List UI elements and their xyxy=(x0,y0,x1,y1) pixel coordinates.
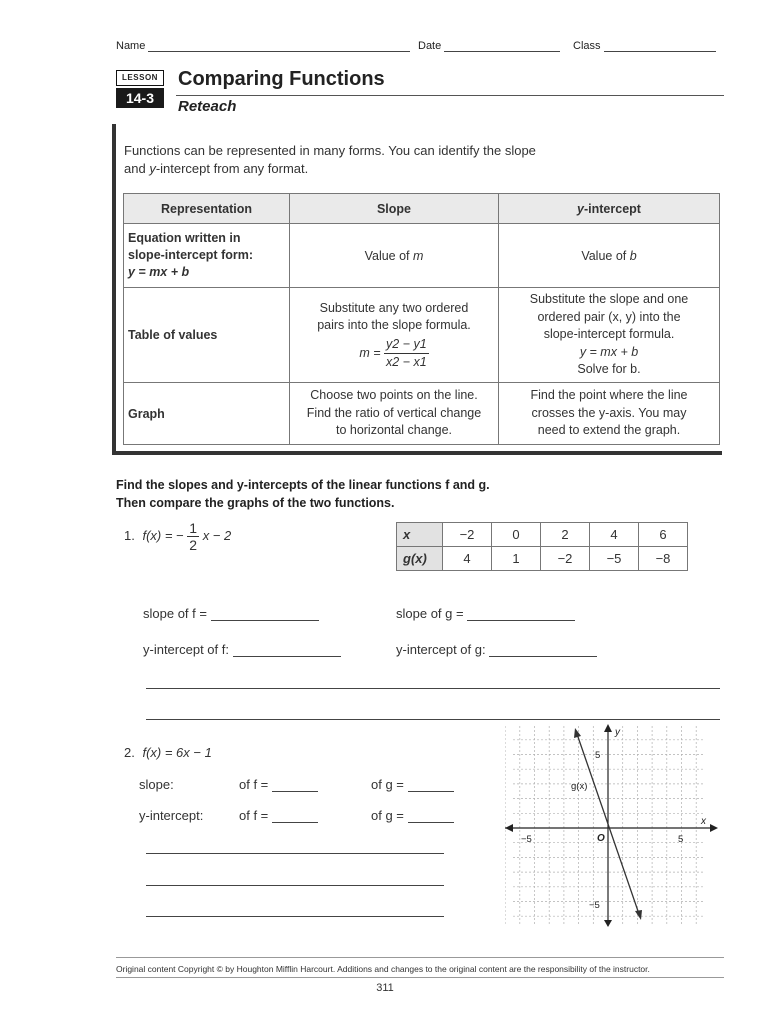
problem2-slope-label: slope: xyxy=(139,777,174,792)
page-number: 311 xyxy=(376,982,394,994)
problem1-tail: x − 2 xyxy=(202,527,232,543)
instructions-line1: Find the slopes and y-intercepts of the linear functions f and g. xyxy=(116,478,490,492)
row2-yint xyxy=(499,288,720,383)
row1-slope xyxy=(290,224,499,288)
p2-slope-of-f: of f = xyxy=(239,777,269,792)
yint-g-label: y-intercept of g: xyxy=(396,642,486,657)
row2-slope-line1: Substitute any two ordered xyxy=(319,300,469,315)
y-tick-neg5: −5 xyxy=(589,900,600,911)
problem1-frac-num: 1 xyxy=(189,520,198,536)
row1-representation xyxy=(124,224,290,288)
x-axis-arrow-right xyxy=(710,824,718,832)
header-y-rest: -intercept xyxy=(584,201,641,216)
instructions-line2: Then compare the graphs of the two functions. xyxy=(116,496,395,510)
problem2-number: 2. xyxy=(124,745,135,760)
slope-f-blank[interactable] xyxy=(211,608,319,621)
name-field xyxy=(116,40,410,52)
origin-label: O xyxy=(597,833,605,844)
y-axis-label: y xyxy=(615,727,620,738)
yint-g-blank[interactable] xyxy=(489,644,597,657)
y-tick-5: 5 xyxy=(595,750,601,761)
date-field xyxy=(418,40,560,52)
header-y-intercept xyxy=(499,194,720,224)
problem2-slope-f xyxy=(239,777,318,792)
row3-representation: Graph xyxy=(124,383,290,445)
y-axis-arrow-down xyxy=(604,920,612,927)
intro-line2-y: y xyxy=(149,161,156,176)
answer-line[interactable] xyxy=(146,853,444,854)
x-axis-label: x xyxy=(701,816,706,827)
gx-g-cell: −2 xyxy=(541,547,590,571)
page-title: Comparing Functions xyxy=(178,68,385,90)
gx-x-cell: 4 xyxy=(590,523,639,547)
row2-slope xyxy=(290,288,499,383)
intro-line2-pre: and xyxy=(124,161,150,176)
header-slope: Slope xyxy=(290,194,499,224)
x-tick-5: 5 xyxy=(678,834,684,845)
gx-g-cell: −8 xyxy=(639,547,688,571)
intro-text xyxy=(124,142,714,178)
page-subtitle: Reteach xyxy=(178,98,237,115)
problem2-fx: f(x) = 6x − 1 xyxy=(142,745,212,760)
box-bottom-border xyxy=(112,451,722,455)
row1-slope-var: m xyxy=(413,248,424,263)
row1-yint-pre: Value of xyxy=(581,248,630,263)
gx-x-label: x xyxy=(397,523,443,547)
table-header-row xyxy=(124,194,720,224)
row3-yint-line1: Find the point where the line xyxy=(530,388,688,403)
date-blank[interactable] xyxy=(444,41,560,52)
problem1-fx: f(x) = − xyxy=(142,527,184,543)
gx-x-cell: 2 xyxy=(541,523,590,547)
answer-line[interactable] xyxy=(146,885,444,886)
p2-slope-f-blank[interactable] xyxy=(272,779,318,792)
gx-g-cell: 1 xyxy=(492,547,541,571)
problem2-yint-label: y-intercept: xyxy=(139,808,204,823)
date-label: Date xyxy=(418,40,442,52)
problem1-equation xyxy=(124,520,231,553)
intro-line-1: Functions can be represented in many forms. You can identify the slope xyxy=(124,143,536,158)
footer-rule xyxy=(116,957,724,958)
p2-yint-of-g: of g = xyxy=(371,808,404,823)
slope-g-label: slope of g = xyxy=(396,606,464,621)
answer-line[interactable] xyxy=(146,916,444,917)
gx-g-cell: −5 xyxy=(590,547,639,571)
row3-slope xyxy=(290,383,499,445)
answer-line[interactable] xyxy=(146,719,720,720)
problem1-slope-f xyxy=(143,606,319,621)
lesson-number: 14-3 xyxy=(116,88,164,108)
row2-yint-line1: Substitute the slope and one xyxy=(529,292,689,307)
row1-slope-pre: Value of xyxy=(364,248,413,263)
table-row xyxy=(397,547,688,571)
problem1-fraction xyxy=(187,520,199,553)
row1-yint-var: b xyxy=(629,248,637,263)
copyright: Original content Copyright © by Houghton Mifflin Harcourt. Additions and changes to the original content are the responsibility of the instructor. xyxy=(116,964,650,974)
row1-rep-line2: slope-intercept form: xyxy=(128,248,254,262)
table-row xyxy=(124,224,720,288)
representation-table xyxy=(123,193,720,445)
gx-line-arrow-top xyxy=(574,728,581,738)
row2-yint-line4: y = mx + b xyxy=(579,344,639,359)
p2-yint-g-blank[interactable] xyxy=(408,810,454,823)
gx-table xyxy=(396,522,688,571)
row3-yint-line3: need to extend the graph. xyxy=(537,423,681,438)
problem2-equation xyxy=(124,745,212,760)
slope-formula-m: m = xyxy=(359,345,381,360)
slope-fraction-numerator: y2 − y1 xyxy=(384,336,429,354)
lesson-word: LESSON xyxy=(116,70,164,86)
intro-line2-post: -intercept from any format. xyxy=(155,161,309,176)
slope-g-blank[interactable] xyxy=(467,608,575,621)
row2-slope-line2: pairs into the slope formula. xyxy=(317,317,471,332)
box-left-border xyxy=(112,124,116,454)
footer-rule-2 xyxy=(116,977,724,978)
row2-yint-line3: slope-intercept formula. xyxy=(543,327,675,342)
slope-formula xyxy=(294,336,494,371)
row2-yint-line5: Solve for b. xyxy=(577,362,641,377)
class-label: Class xyxy=(573,40,601,52)
class-field xyxy=(573,40,716,52)
x-tick-neg5: −5 xyxy=(521,834,532,845)
lesson-badge xyxy=(116,70,164,108)
header-y-var: y xyxy=(577,201,584,216)
problem1-number: 1. xyxy=(124,527,135,543)
problem1-yint-g xyxy=(396,642,597,657)
intro-line-2 xyxy=(124,160,714,178)
problem2-yint-g xyxy=(371,808,454,823)
row1-rep-line1: Equation written in xyxy=(128,231,241,245)
problem2-yint-f xyxy=(239,808,318,823)
row3-yint-line2: crosses the y-axis. You may xyxy=(531,405,687,420)
table-row xyxy=(124,288,720,383)
class-blank[interactable] xyxy=(604,41,716,52)
gx-g-cell: 4 xyxy=(443,547,492,571)
problem1-frac-den: 2 xyxy=(189,537,198,553)
graph-grid xyxy=(505,726,705,926)
p2-slope-of-g: of g = xyxy=(371,777,404,792)
title-rule xyxy=(176,95,724,96)
yint-f-blank[interactable] xyxy=(233,644,341,657)
gx-x-cell: −2 xyxy=(443,523,492,547)
name-label: Name xyxy=(116,40,146,52)
header-representation: Representation xyxy=(124,194,290,224)
x-axis-arrow-left xyxy=(505,824,513,832)
problem1-slope-g xyxy=(396,606,575,621)
row3-slope-line2: Find the ratio of vertical change xyxy=(306,405,482,420)
answer-line[interactable] xyxy=(146,688,720,689)
y-axis-arrow-up xyxy=(604,724,612,732)
row1-yint xyxy=(499,224,720,288)
coordinate-graph xyxy=(505,722,725,927)
problem1-yint-f xyxy=(143,642,341,657)
table-row xyxy=(124,383,720,445)
gx-x-cell: 6 xyxy=(639,523,688,547)
row3-slope-line3: to horizontal change. xyxy=(335,423,453,438)
row3-slope-line1: Choose two points on the line. xyxy=(310,388,478,403)
slope-fraction xyxy=(384,336,429,371)
p2-yint-of-f: of f = xyxy=(239,808,269,823)
name-blank[interactable] xyxy=(148,41,410,52)
row2-representation: Table of values xyxy=(124,288,290,383)
row1-rep-line3: y = mx + b xyxy=(128,265,190,279)
p2-slope-g-blank[interactable] xyxy=(408,779,454,792)
gx-x-cell: 0 xyxy=(492,523,541,547)
slope-f-label: slope of f = xyxy=(143,606,207,621)
instructions xyxy=(116,476,490,512)
table-row xyxy=(397,523,688,547)
p2-yint-f-blank[interactable] xyxy=(272,810,318,823)
yint-f-label: y-intercept of f: xyxy=(143,642,229,657)
row3-yint xyxy=(499,383,720,445)
gx-g-label: g(x) xyxy=(397,547,443,571)
gx-line-arrow-bottom xyxy=(635,910,642,920)
gx-line-label: g(x) xyxy=(571,781,588,792)
problem2-slope-g xyxy=(371,777,454,792)
slope-fraction-denominator: x2 − x1 xyxy=(386,354,427,369)
row2-yint-line2: ordered pair (x, y) into the xyxy=(537,309,681,324)
